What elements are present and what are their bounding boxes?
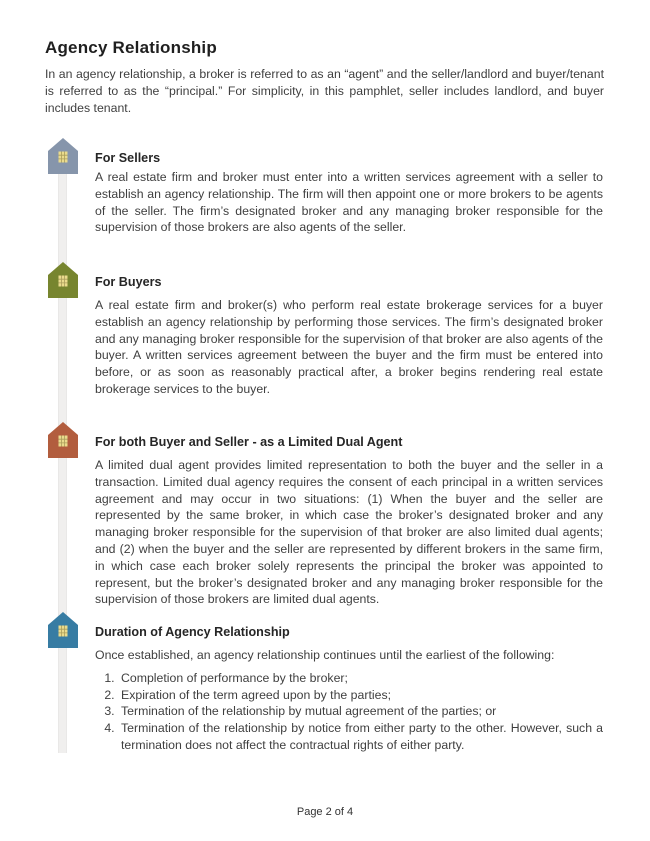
list-item: 3. Termination of the relationship by mutual agreement of the parties; or [118, 703, 603, 720]
house-icon [48, 612, 78, 653]
section-heading: Duration of Agency Relationship [95, 625, 290, 639]
section-for-sellers [48, 138, 603, 236]
section-heading: For both Buyer and Seller - as a Limited Dual Agent [95, 435, 403, 449]
section-heading: For Buyers [95, 275, 162, 289]
section-limited-dual-agent [48, 422, 603, 608]
section-body: A limited dual agent provides limited representation to both the buyer and the seller in a transaction. Limited dual agency requires the consent of each principal in a written services agreement and may occur in two situations: (1) When the buyer and the seller are represented by the same broker, in which case the broker’s designated broker and any managing broker responsible for the supervision of that broker are also limited dual agents; and (2) when the buyer and the seller are represented by different brokers in the same firm, in which case each broker solely represents the principal the broker was appointed to represent, but the broker’s designated broker and any managing broker responsible for the supervision of those brokers are limited dual agents. [95, 458, 603, 607]
house-icon [48, 138, 78, 179]
list-item: 4. Termination of the relationship by notice from either party to the other. However, such a termination does not affect the contractual rights of either party. [118, 720, 603, 754]
house-icon [48, 262, 78, 303]
page-number: Page 2 of 4 [296, 806, 354, 818]
duration-list [97, 670, 603, 754]
section-body: A real estate firm and broker(s) who perform real estate brokerage services for a buyer establish an agency relationship by performing those services. The firm’s designated broker and any managing broker responsible for the supervision of that broker are also agents of the buyer. A written services agreement between the buyer and the firm must be entered into before, or as soon as reasonably practical after, a broker begins rendering real estate brokerage services to the buyer. [95, 298, 603, 396]
section-for-buyers [48, 262, 603, 398]
section-body: A real estate firm and broker must enter into a written services agreement with a seller to establish an agency relationship. The firm will then appoint one or more brokers to be agents of the seller. The firm’s designated broker and any managing broker responsible for the supervision of those brokers are also agents of the seller. [95, 170, 603, 235]
section-heading: For Sellers [95, 151, 161, 165]
page-title: Agency Relationship [45, 38, 217, 57]
section-duration [48, 612, 603, 754]
intro-paragraph: In an agency relationship, a broker is referred to as an “agent” and the seller/landlord and buyer/tenant is referred to as the “principal.” For simplicity, in this pamphlet, seller includes landlord, and buyer includes tenant. [45, 67, 604, 115]
house-icon [48, 422, 78, 463]
list-item: 2. Expiration of the term agreed upon by the parties; [118, 687, 603, 704]
list-item: 1. Completion of performance by the broker; [118, 670, 603, 687]
section-body: Once established, an agency relationship continues until the earliest of the following: [95, 648, 555, 662]
